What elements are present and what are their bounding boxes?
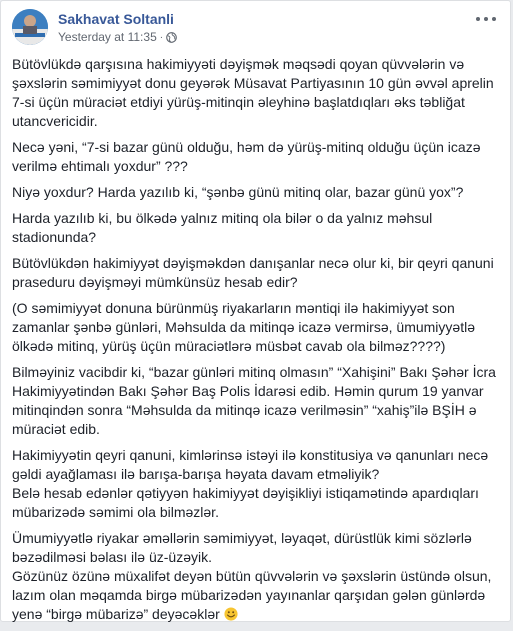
post-paragraph-5: Bütövlükdən hakimiyyət dəyişməkdən danışanlar necə olur ki, bir qeyri qanuni praseduru dəyişməyi mümkünsüz hesab edir? bbox=[12, 255, 494, 290]
post-paragraph-4: Harda yazılıb ki, bu ölkədə yalnız mitinq ola bilər o da yalnız məhsul stadionunda? bbox=[12, 210, 433, 245]
post-paragraph-6: (O səmimiyyət donuna bürünmüş riyakarların məntiqi ilə hakimiyyət son zamanlar şənbə günləri, Məhsulda da mitinqə icazə vermirsə, ümumiyyətlə ölkədə mitinq, yürüş üçün müraciətlərə müsbət cavab ola bilməz????) bbox=[12, 300, 475, 354]
post-header bbox=[12, 9, 502, 45]
post-body bbox=[12, 55, 502, 631]
post-timestamp[interactable]: Yesterday at 11:35 bbox=[58, 30, 157, 44]
post-paragraph-9 bbox=[12, 529, 502, 624]
globe-icon[interactable] bbox=[166, 32, 177, 43]
post-paragraph-2: Necə yəni, “7-si bazar günü olduğu, həm də yürüş-mitinq olduğu üçün icazə verilmə ehtimalı yoxdur” ??? bbox=[12, 139, 481, 174]
author-name[interactable]: Sakhavat Soltanli bbox=[58, 11, 174, 27]
post-paragraph-8: Hakimiyyətin qeyri qanuni, kimlərinsə istəyi ilə konstitusiya və qanunları necə gəldi ayağlaması ilə barışa-barışa həyata davam etməliyik? Belə hesab edənlər qətiyyən hakimiyyət dəyişikliyi istiqamətində apardıqları mübarizədə səmimi ola bilməzlər. bbox=[12, 447, 489, 520]
post-paragraph-3: Niyə yoxdur? Harda yazılıb ki, “şənbə günü mitinq olar, bazar günü yox”? bbox=[12, 184, 464, 200]
avatar[interactable] bbox=[12, 9, 48, 45]
meta-separator: · bbox=[159, 31, 164, 43]
post-meta bbox=[58, 30, 177, 44]
smile-emoji-icon bbox=[224, 607, 238, 621]
post-paragraph-1: Bütövlükdə qarşısına hakimiyyəti dəyişmək məqsədi qoyan qüvvələrin və şəxslərin səmimiyyət donu geyərək Müsavat Partiyasının 10 gün əvvəl aprelin 7-si üçün müraciət etdiyi yürüş-mitinqin əleyhinə başlatdıqları əks təbliğat utancvericidir. bbox=[12, 56, 494, 129]
post-paragraph-7: Bilməyiniz vacibdir ki, “bazar günləri mitinq olmasın” “Xahişini” Bakı Şəhər İcra Hakimiyyətindən Bakı Şəhər Baş Polis İdarəsi edib. Həmin qurum 19 yanvar mitinqindən sonra “Məhsulda da mitinqə icazə verilməsin” “xahiş”ilə BŞİH ə müraciət edib. bbox=[12, 364, 496, 437]
more-options-icon[interactable] bbox=[476, 13, 496, 25]
post-paragraph-9-text: Ümumiyyətlə riyakar əməllərin səmimiyyət, ləyaqət, dürüstlük kimi sözlərlə bəzədilməsi bəlası ilə üz-üzəyik. Gözünüz özünə müxalifət deyən bütün qüvvələrin və şəxslərin üstündə olsun, lazım olan məqamda birgə mübarizədən yayınanlar qarşıdan gələn günlərdə yenə “birgə mübarizə” deyəcəklər bbox=[12, 530, 492, 622]
